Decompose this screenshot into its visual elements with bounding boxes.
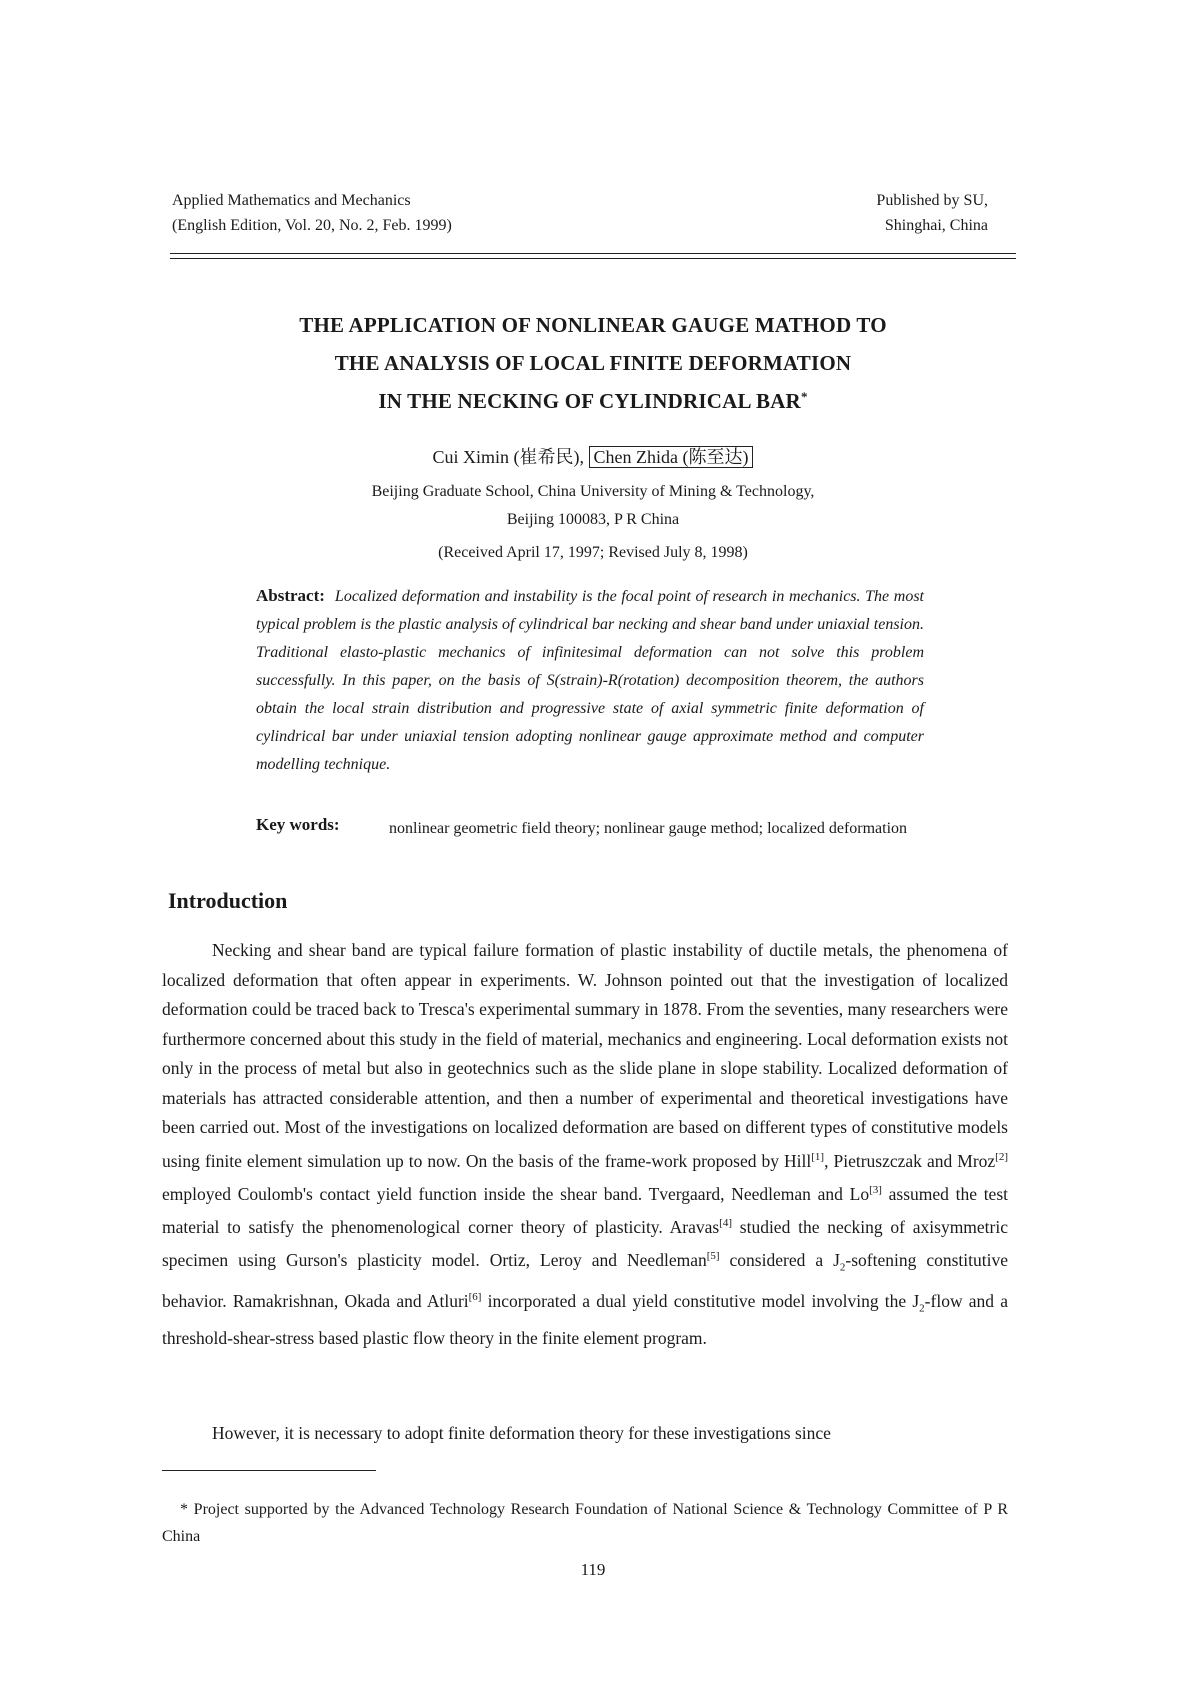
abstract bbox=[256, 582, 924, 779]
received-dates: (Received April 17, 1997; Revised July 8, 1998) bbox=[438, 544, 748, 561]
abstract-text: Localized deformation and instability is the focal point of research in mechanics. The most typical problem is the plastic analysis of cylindrical bar necking and shear band under uniaxial tension. Traditional elasto-plastic mechanics of infinitesimal deformation can not solve this problem successfully. In this paper, on the basis of S(strain)-R(rotation) decomposition theorem, the authors obtain the local strain distribution and progressive state of axial symmetric finite deformation of cylindrical bar under uniaxial tension adopting nonlinear gauge approximate method and computer modelling technique. bbox=[256, 588, 924, 773]
intro-text-c: employed Coulomb's contact yield function inside the shear band. Tvergaard, Needleman and Lo bbox=[162, 1183, 870, 1204]
journal-name: Applied Mathematics and Mechanics bbox=[172, 192, 411, 209]
page-number: 119 bbox=[580, 1560, 606, 1579]
title-line-3 bbox=[170, 382, 1016, 420]
intro-text-e: studied the necking of axisymmetric specimen using Gurson's plasticity model. Ortiz, Leroy and Needleman bbox=[162, 1216, 1009, 1271]
footnote-rule bbox=[162, 1470, 376, 1471]
intro-text-h: incorporated a dual yield constitutive model involving the J bbox=[481, 1291, 920, 1312]
publisher-location: Shinghai, China bbox=[884, 217, 988, 234]
intro-paragraph-2: However, it is necessary to adopt finite deformation theory for these investigations since bbox=[212, 1423, 831, 1443]
author-list bbox=[170, 444, 1016, 470]
title-line-1: THE APPLICATION OF NONLINEAR GAUGE MATHOD TO bbox=[299, 313, 887, 337]
intro-paragraph-1 bbox=[162, 936, 1008, 1354]
author-1: Cui Ximin (崔希民), bbox=[432, 447, 585, 467]
title-line-3-text: IN THE NECKING OF CYLINDRICAL BAR bbox=[378, 389, 801, 413]
intro-text-b: , Pietruszczak and Mroz bbox=[824, 1150, 996, 1171]
affiliation-line-1: Beijing Graduate School, China University of Mining & Technology, bbox=[371, 483, 815, 500]
publisher-header bbox=[876, 188, 988, 238]
citation-3: [3] bbox=[869, 1183, 882, 1196]
author-2: Chen Zhida (陈至达) bbox=[589, 446, 754, 468]
title-footnote-mark: * bbox=[800, 389, 808, 404]
subscript-2b: 2 bbox=[919, 1302, 925, 1315]
journal-issue: (English Edition, Vol. 20, No. 2, Feb. 1999) bbox=[172, 217, 452, 234]
affiliation-line-2: Beijing 100083, P R China bbox=[506, 511, 680, 528]
footnote: * Project supported by the Advanced Technology Research Foundation of National Science & Technology Committee of P R China bbox=[162, 1501, 1008, 1545]
citation-6: [6] bbox=[468, 1291, 482, 1304]
title-line-2: THE ANALYSIS OF LOCAL FINITE DEFORMATION bbox=[334, 351, 852, 375]
keywords-label: Key words: bbox=[256, 815, 340, 834]
paper-title bbox=[170, 306, 1016, 420]
journal-header bbox=[172, 188, 452, 238]
header-rule-top bbox=[170, 253, 1016, 254]
intro-text-g: -softening constitutive behavior. Ramakrishnan, Okada and Atluri bbox=[162, 1250, 1008, 1312]
keywords-text: nonlinear geometric field theory; nonlinear gauge method; localized deformation bbox=[389, 820, 908, 837]
section-heading-introduction: Introduction bbox=[168, 888, 288, 913]
citation-2: [2] bbox=[995, 1150, 1008, 1163]
intro-text-d: assumed the test material to satisfy the phenomenological corner theory of plasticity. Aravas bbox=[162, 1183, 1009, 1237]
header-rule-bottom bbox=[170, 258, 1016, 259]
citation-4: [4] bbox=[719, 1217, 732, 1230]
abstract-label: Abstract: bbox=[256, 586, 325, 605]
citation-1: [1] bbox=[811, 1150, 825, 1163]
intro-text-a: Necking and shear band are typical failure formation of plastic instability of ductile metals, the phenomena of localized deformation that often appear in experiments. W. Johnson pointed out that the investigation of localized deformation could be traced back to Tresca's experimental summary in 1878. From the seventies, many researchers were furthermore concerned about this study in the field of material, mechanics and engineering. Local deformation exists not only in the process of metal but also in geotechnics such as the slide plane in slope stability. Localized deformation of materials has attracted considerable attention, and then a number of experimental and theoretical investigations have been carried out. Most of the investigations on localized deformation are based on different types of constitutive models using finite element simulation up to now. On the basis of the frame-work proposed by Hill bbox=[162, 940, 1008, 1171]
intro-text-f: considered a J bbox=[719, 1250, 840, 1271]
affiliation bbox=[170, 478, 1016, 534]
publisher-name: Published by SU, bbox=[876, 192, 988, 209]
intro-text-i: -flow and a threshold-shear-stress based plastic flow theory in the finite element program. bbox=[162, 1291, 1008, 1349]
citation-5: [5] bbox=[706, 1250, 720, 1263]
subscript-2a: 2 bbox=[839, 1261, 846, 1274]
